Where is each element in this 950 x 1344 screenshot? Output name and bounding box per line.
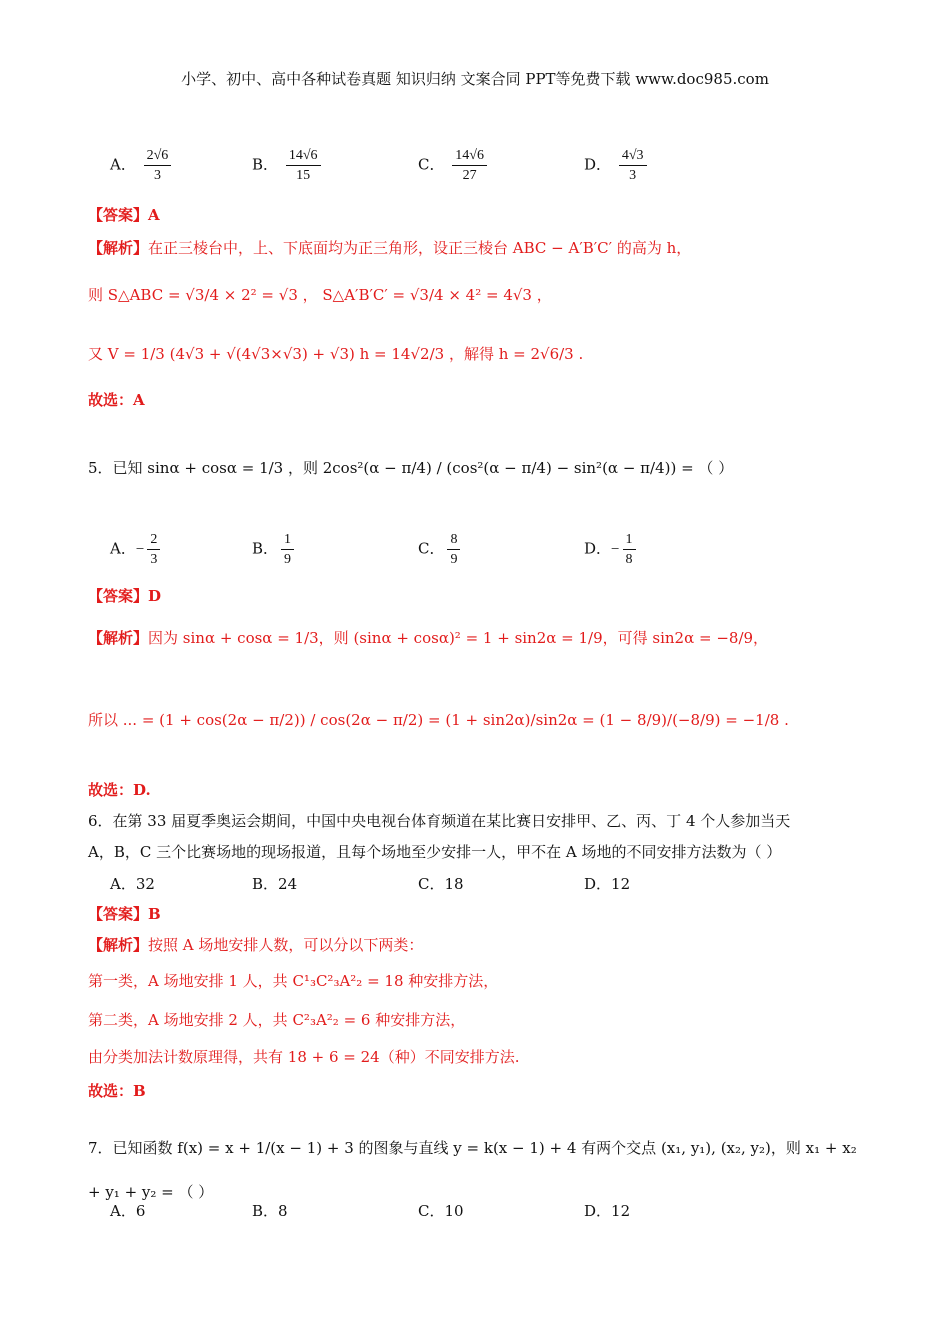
- q6-analysis-2: 第一类，A 场地安排 1 人，共 C¹₃C²₃A²₂ = 18 种安排方法，: [88, 972, 499, 990]
- q7-option-d: D．12: [584, 1202, 631, 1220]
- q6-stem-2: A，B，C 三个比赛场地的现场报道，且每个场地至少安排一人，甲不在 A 场地的不同安排方法数为（ ）: [88, 843, 782, 861]
- q6-option-c: C．18: [418, 875, 464, 893]
- q4-option-d: D． $\frac{4√3}{3}$: [584, 146, 650, 185]
- q5-conclusion: 故选：D.: [88, 781, 151, 799]
- q6-option-a: A．32: [110, 875, 155, 893]
- q4-analysis-2: 则 S△ABC = √3/4 × 2² = √3 ， S△A′B′C′ = √3/4 × 4² = 4√3 ，: [88, 286, 552, 304]
- q4-answer: 【答案】A: [88, 206, 160, 224]
- page-header: 小学、初中、高中各种试卷真题 知识归纳 文案合同 PPT等免费下载 www.doc985.com: [181, 70, 769, 88]
- q4-conclusion: 故选：A: [88, 391, 145, 409]
- q4-option-c: C． $\frac{14√6}{27}$: [418, 146, 490, 185]
- q4-option-a: A． $\frac{2√6}{3}$: [110, 146, 174, 185]
- q5-option-b: B． $\frac{1}{9}$: [252, 530, 297, 569]
- q5-analysis-2: 所以 ... = (1 + cos(2α − π/2)) / cos(2α − π/2) = (1 + sin2α)/sin2α = (1 − 8/9)/(−8/9) = −1/8 .: [88, 711, 789, 729]
- q5-option-a: A．− $\frac{2}{3}$: [110, 530, 163, 569]
- q5-analysis-1: 【解析】因为 sinα + cosα = 1/3，则 (sinα + cosα)² = 1 + sin2α = 1/9，可得 sin2α = −8/9，: [88, 629, 769, 647]
- q6-answer: 【答案】B: [88, 905, 161, 923]
- q7-option-a: A．6: [110, 1202, 146, 1220]
- q6-analysis-3: 第二类，A 场地安排 2 人，共 C²₃A²₂ = 6 种安排方法，: [88, 1011, 466, 1029]
- q6-stem-1: 6．在第 33 届夏季奥运会期间，中国中央电视台体育频道在某比赛日安排甲、乙、丙、丁 4 个人参加当天: [88, 812, 791, 830]
- q6-option-d: D．12: [584, 875, 631, 893]
- q6-conclusion: 故选：B: [88, 1082, 146, 1100]
- q7-stem: 7．已知函数 f(x) = x + 1/(x − 1) + 3 的图象与直线 y = k(x − 1) + 4 有两个交点 (x₁, y₁), (x₂, y₂)，则 x₁ + x₂ + y₁ + y₂ = （ ）: [88, 1139, 857, 1201]
- q4-analysis-1: 【解析】在正三棱台中，上、下底面均为正三角形，设正三棱台 ABC − A′B′C′ 的高为 h，: [88, 239, 692, 257]
- q5-answer: 【答案】D: [88, 587, 162, 605]
- q5-stem: 5．已知 sinα + cosα = 1/3 ，则 2cos²(α − π/4) / (cos²(α − π/4) − sin²(α − π/4)) = （ ）: [88, 459, 734, 477]
- q6-option-b: B．24: [252, 875, 298, 893]
- q6-analysis-4: 由分类加法计数原理得，共有 18 + 6 = 24（种）不同安排方法.: [88, 1048, 520, 1066]
- q7-option-c: C．10: [418, 1202, 464, 1220]
- q7-option-b: B．8: [252, 1202, 288, 1220]
- q4-option-b: B． $\frac{14√6}{15}$: [252, 146, 324, 185]
- q6-analysis-1: 【解析】按照 A 场地安排人数，可以分以下两类：: [88, 936, 424, 954]
- q5-option-c: C． $\frac{8}{9}$: [418, 530, 463, 569]
- q5-option-d: D．− $\frac{1}{8}$: [584, 530, 639, 569]
- q4-analysis-3: 又 V = 1/3 (4√3 + √(4√3×√3) + √3) h = 14√2/3 ，解得 h = 2√6/3 .: [88, 345, 584, 363]
